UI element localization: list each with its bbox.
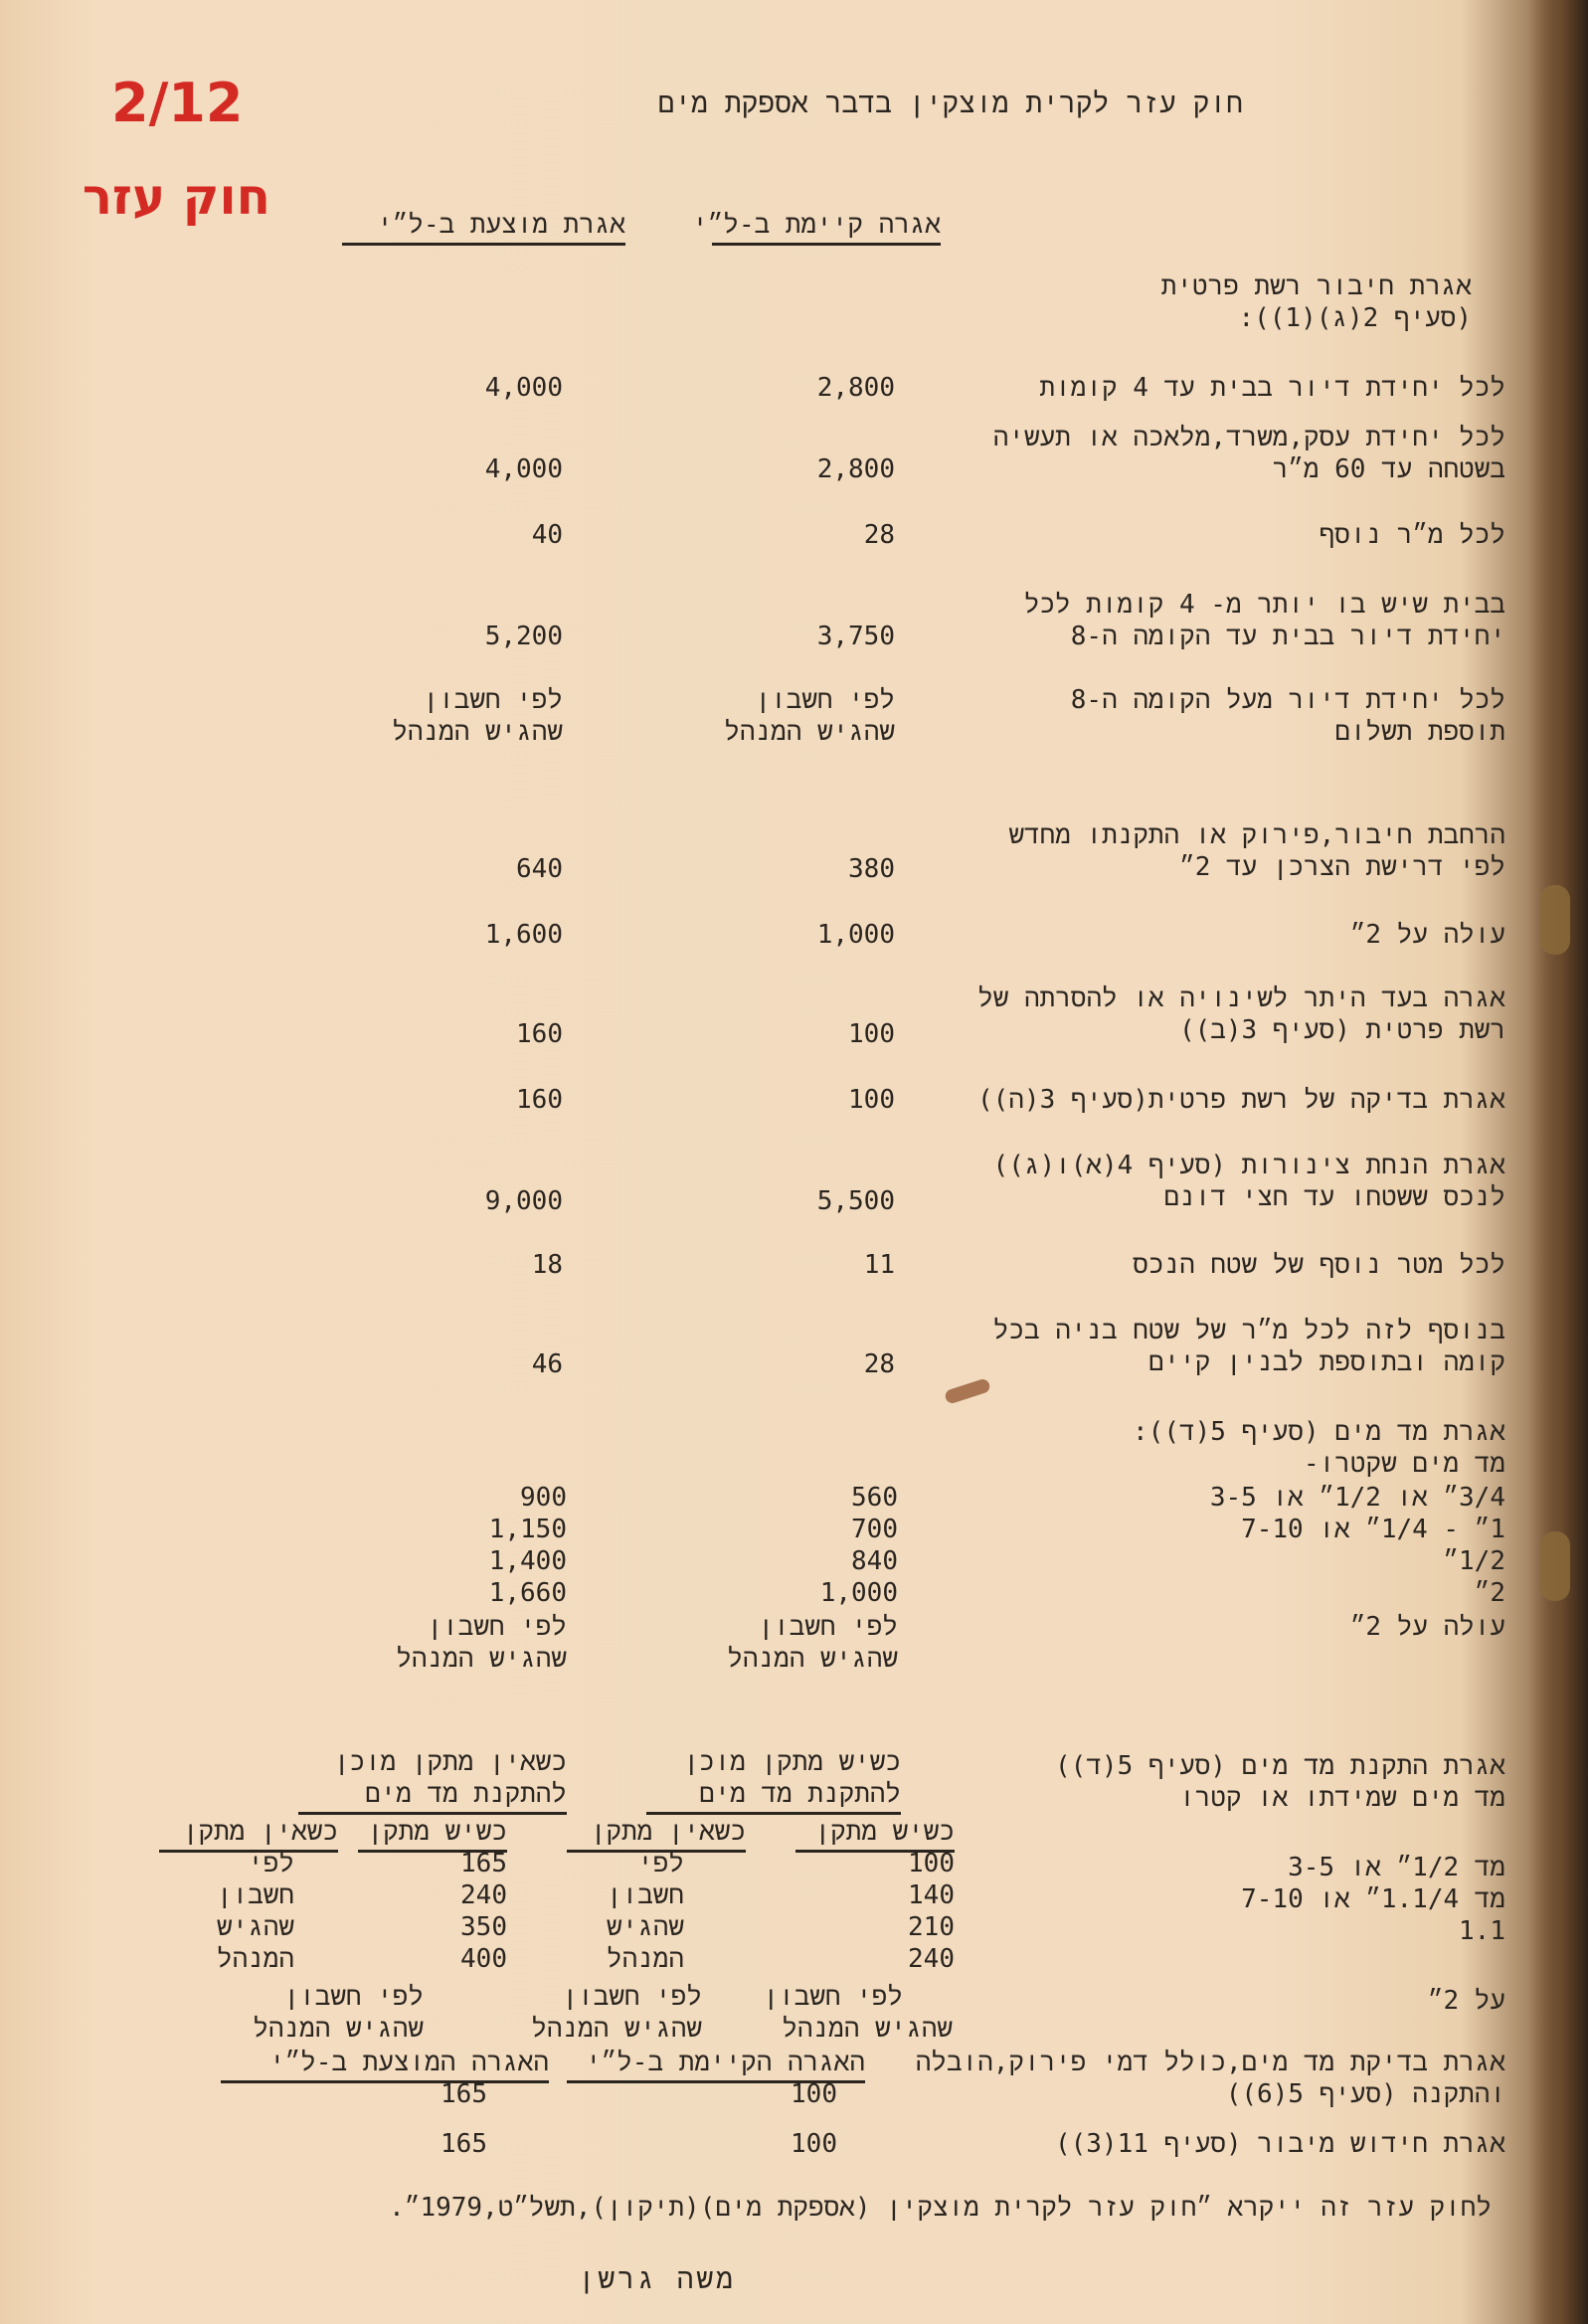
column-header-existing: אגרה קיימת ב-ל״י: [712, 209, 941, 246]
column-header-proposed: האגרה המוצעת ב-ל״י: [221, 2047, 549, 2083]
book-spine-shadow: [1528, 0, 1588, 2324]
fee-label: בשטחה עד 60 מ״ר: [1272, 454, 1505, 484]
fee-existing: 100: [848, 1085, 895, 1115]
stamp-page-number: 2/12: [111, 72, 244, 134]
fee-proposed: 4,000: [484, 454, 563, 484]
fee-proposed: 640: [516, 854, 563, 884]
fee-proposed: לפי חשבון: [423, 685, 563, 715]
meter-existing: 840: [851, 1546, 898, 1576]
fee-label: והתקנה (סעיף 5(6)): [1225, 2079, 1505, 2109]
fee-label: לפי דרישת הצרכן עד 2״: [1179, 852, 1505, 882]
install-with-existing: 240: [908, 1944, 955, 1974]
fee-existing: 28: [863, 520, 895, 550]
meter-proposed: שהגיש המנהל: [396, 1644, 567, 1674]
fee-existing: 380: [848, 854, 895, 884]
binder-hole: [1540, 885, 1570, 955]
meter-proposed: 1,150: [488, 1515, 567, 1544]
column-header-proposed: אגרת מוצעת ב-ל״י: [342, 209, 625, 246]
fee-proposed: 160: [516, 1019, 563, 1049]
subheader-with: כשיש מתקן: [358, 1816, 507, 1853]
meter-size: 1״ - 1/4״ או 7-10: [1241, 1515, 1505, 1544]
fee-existing: 100: [791, 2129, 837, 2159]
fee-label: לנכס ששטחו עד חצי דונם: [1163, 1182, 1505, 1212]
group-header-existing: להתקנת מד מים: [646, 1778, 901, 1815]
over2-note: לפי חשבון: [283, 1982, 424, 2012]
fee-label: רשת פרטית (סעיף 3(ב)): [1178, 1015, 1505, 1045]
fee-proposed: שהגיש המנהל: [392, 717, 563, 747]
column-header-existing: האגרה הקיימת ב-ל״י: [567, 2047, 865, 2083]
install-with-existing: 100: [908, 1849, 955, 1878]
install-without-proposed: לפי: [248, 1849, 294, 1878]
subheader-without: כשאין מתקן: [567, 1816, 746, 1853]
fee-proposed: 9,000: [484, 1186, 563, 1216]
meter-proposed: 1,660: [488, 1578, 567, 1608]
subheader-without: כשאין מתקן: [159, 1816, 338, 1853]
fee-label: אגרת חידוש מיבור (סעיף 11(3)): [1054, 2129, 1505, 2159]
binder-hole: [1540, 1531, 1570, 1601]
install-with-proposed: 350: [460, 1912, 507, 1942]
fee-label: לכל יחידת דיור מעל הקומה ה-8: [1070, 685, 1505, 715]
fee-existing: 2,800: [816, 454, 895, 484]
meter-existing: 1,000: [819, 1578, 898, 1608]
install-with-proposed: 400: [460, 1944, 507, 1974]
install-with-proposed: 240: [460, 1880, 507, 1910]
fee-existing: שהגיש המנהל: [724, 717, 895, 747]
over2-note: שהגיש המנהל: [782, 2014, 953, 2044]
meter-proposed: לפי חשבון: [427, 1612, 567, 1642]
section-title: אגרת חיבור רשת פרטית: [1160, 271, 1472, 301]
fee-label: קומה ובתוספת לבנין קיים: [1147, 1347, 1505, 1377]
meter-size: 1/2״: [1443, 1546, 1505, 1576]
install-without-existing: חשבון: [606, 1880, 684, 1910]
fee-label: לכל יחידת דיור בבית עד 4 קומות: [1039, 373, 1505, 403]
install-size: מד 1/2״ או 3-5: [1288, 1853, 1505, 1882]
fee-label: יחידת דיור בבית עד הקומה ה-8: [1070, 622, 1505, 651]
fee-proposed: 1,600: [484, 920, 563, 950]
install-size: על 2״: [1427, 1986, 1505, 2016]
meter-existing: 560: [851, 1483, 898, 1513]
fee-label: לכל מטר נוסף של שטח הנכס: [1133, 1250, 1505, 1280]
group-header-proposed: כשאין מתקן מוכן: [333, 1747, 567, 1777]
stamp-label: חוק עזר: [82, 168, 270, 226]
meter-existing: לפי חשבון: [758, 1612, 898, 1642]
install-without-proposed: שהגיש: [216, 1912, 294, 1942]
fee-proposed: 46: [531, 1349, 563, 1379]
fee-existing: 28: [863, 1349, 895, 1379]
group-header-proposed: להתקנת מד מים: [298, 1778, 567, 1815]
meter-size: עולה על 2״: [1349, 1612, 1505, 1642]
install-with-existing: 210: [908, 1912, 955, 1942]
fee-label: אגרת בדיקה של רשת פרטית(סעיף 3(ה)): [977, 1085, 1505, 1115]
over2-note: שהגיש המנהל: [531, 2014, 702, 2044]
page-title: חוק עזר לקרית מוצקין בדבר אספקת מים: [657, 87, 1243, 119]
fee-proposed: 18: [531, 1250, 563, 1280]
section-title: (סעיף 2(ג)(1)):: [1238, 303, 1472, 333]
install-without-proposed: חשבון: [216, 1880, 294, 1910]
subheader-with: כשיש מתקן: [795, 1816, 955, 1853]
meter-existing: 700: [851, 1515, 898, 1544]
fee-proposed: 165: [441, 2129, 487, 2159]
over2-note: לפי חשבון: [562, 1982, 702, 2012]
fee-label: אגרת הנחת צינורות (סעיף 4(א)ו(ג)): [992, 1151, 1505, 1180]
fee-label: בנוסף לזה לכל מ״ר של שטח בניה בכל: [992, 1316, 1505, 1345]
fee-label: לכל יחידת עסק,משרד,מלאכה או תעשיה: [992, 423, 1505, 452]
section-title: אגרת התקנת מד מים (סעיף 5(ד)): [1055, 1751, 1505, 1781]
footer-citation: לחוק עזר זה ייקרא ״חוק עזר לקרית מוצקין (אספקת מים)(תיקון),תשל״ט,1979״.: [389, 2193, 1492, 2223]
fee-label: עולה על 2״: [1349, 920, 1505, 950]
fee-existing: 5,500: [816, 1186, 895, 1216]
fee-label: אגרת בדיקת מד מים,כולל דמי פירוק,הובלה: [915, 2048, 1505, 2077]
meter-proposed: 900: [520, 1483, 567, 1513]
fee-existing: 2,800: [816, 373, 895, 403]
fee-label: תוספת תשלום: [1334, 717, 1505, 747]
fee-label: אגרה בעד היתר לשינויה או להסרתה של: [977, 983, 1505, 1013]
fee-proposed: 40: [531, 520, 563, 550]
section-title: אגרת מד מים (סעיף 5(ד)):: [1133, 1417, 1505, 1447]
fee-label: בבית שיש בו יותר מ- 4 קומות לכל: [1023, 590, 1505, 620]
section-title: מד מים שקטרו-: [1304, 1449, 1505, 1479]
fee-existing: 3,750: [816, 622, 895, 651]
install-without-existing: לפי: [637, 1849, 684, 1878]
over2-note: שהגיש המנהל: [253, 2014, 424, 2044]
fee-proposed: 4,000: [484, 373, 563, 403]
install-without-existing: שהגיש: [606, 1912, 684, 1942]
fee-existing: לפי חשבון: [755, 685, 895, 715]
fee-proposed: 165: [441, 2079, 487, 2109]
install-with-existing: 140: [908, 1880, 955, 1910]
meter-size: 3/4״ או 1/2״ או 3-5: [1209, 1483, 1505, 1513]
fee-proposed: 160: [516, 1085, 563, 1115]
fee-label: לכל מ״ר נוסף: [1319, 520, 1505, 550]
meter-proposed: 1,400: [488, 1546, 567, 1576]
install-without-existing: המנהל: [606, 1944, 684, 1974]
section-title: מד מים שמידתו או קטרו: [1179, 1783, 1505, 1813]
group-header-existing: כשיש מתקן מוכן: [683, 1747, 901, 1777]
fee-existing: 100: [848, 1019, 895, 1049]
meter-existing: שהגיש המנהל: [727, 1644, 898, 1674]
fee-existing: 100: [791, 2079, 837, 2109]
over2-note: לפי חשבון: [763, 1982, 903, 2012]
install-without-proposed: המנהל: [216, 1944, 294, 1974]
fee-existing: 11: [863, 1250, 895, 1280]
install-size: 1.1: [1459, 1916, 1505, 1946]
meter-size: 2״: [1474, 1578, 1505, 1608]
signature: משה גרשן: [578, 2262, 736, 2295]
install-with-proposed: 165: [460, 1849, 507, 1878]
install-size: מד 1.1/4״ או 7-10: [1241, 1884, 1505, 1914]
fee-label: הרחבת חיבור,פירוק או התקנתו מחדש: [1008, 820, 1505, 850]
fee-proposed: 5,200: [484, 622, 563, 651]
fee-existing: 1,000: [816, 920, 895, 950]
